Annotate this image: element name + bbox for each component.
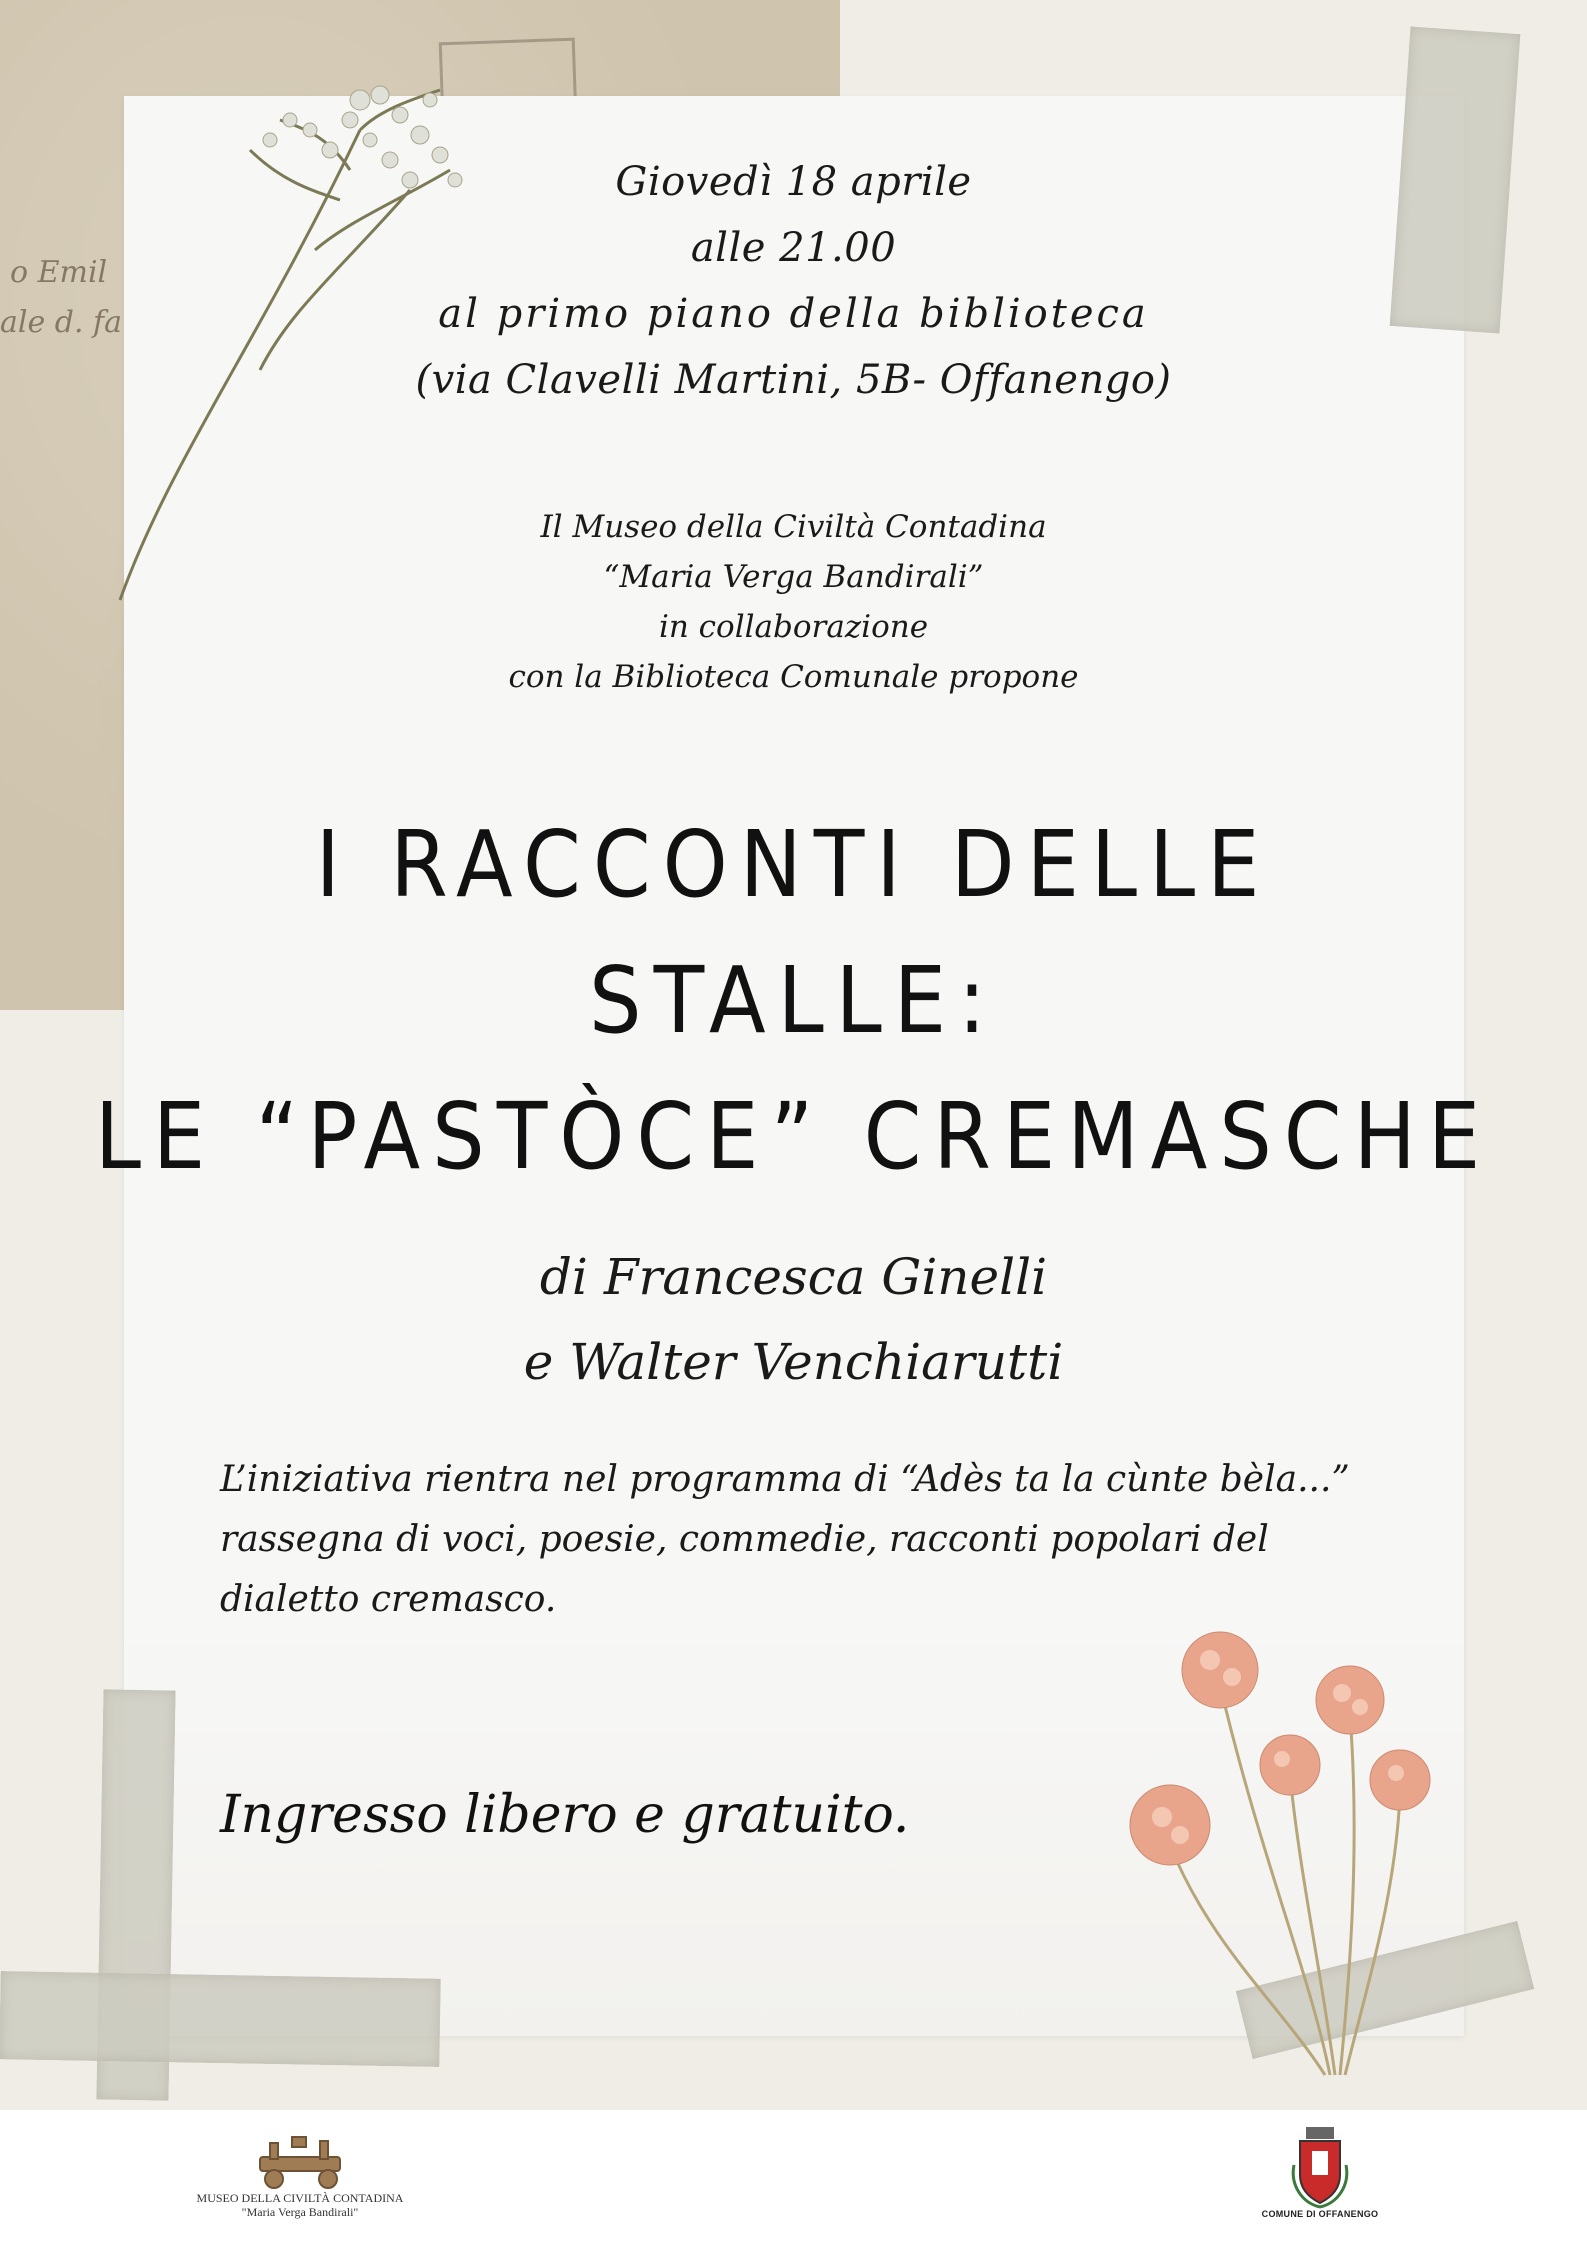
wooden-cart-icon [240,2135,360,2191]
comune-logo [1255,2125,1385,2240]
title-line-1: I RACCONTI DELLE [315,811,1272,918]
event-address: (via Clavelli Martini, 5B- Offanengo) [415,357,1172,403]
description-line-1: L’iniziativa rientra nel programma di “Adès ta la cùnte bèla...” [220,1459,1350,1500]
background-handwriting-1: o Emil [10,255,108,290]
event-place: al primo piano della biblioteca [438,291,1149,337]
organizer-line-2: “Maria Verga Bandirali” [603,559,984,595]
event-date: Giovedì 18 aprile [615,159,972,205]
pressed-flowers-illustration [1110,1595,1450,2095]
author-line-1: di Francesca Ginelli [539,1248,1048,1306]
background-handwriting-2: ale d. fa [0,305,123,340]
organizer-line-4: con la Biblioteca Comunale propone [508,659,1079,695]
description-line-3: dialetto cremasco. [220,1579,557,1620]
organizer-line-1: Il Museo della Civiltà Contadina [540,509,1047,545]
tape-bottom-left-horizontal [0,1971,441,2067]
title-line-3: LE “PASTÒCE” CREMASCHE [94,1083,1493,1190]
comune-logo-label: COMUNE DI OFFANENGO [1261,2209,1379,2219]
municipal-crest-icon [1288,2125,1352,2209]
free-entry-note: Ingresso libero e gratuito. [220,1785,910,1845]
museum-logo-name: MUSEO DELLA CIVILTÀ CONTADINA [196,2191,404,2205]
crest-crown [1306,2127,1334,2139]
event-time: alle 21.00 [690,225,897,271]
museum-logo [180,2135,420,2235]
title-line-2: STALLE: [589,947,998,1054]
museum-logo-subtitle: "Maria Verga Bandirali" [241,2205,359,2219]
organizer-line-3: in collaborazione [658,609,929,645]
description-line-2: rassegna di voci, poesie, commedie, racconti popolari del [220,1519,1269,1560]
author-line-2: e Walter Venchiarutti [523,1333,1064,1391]
